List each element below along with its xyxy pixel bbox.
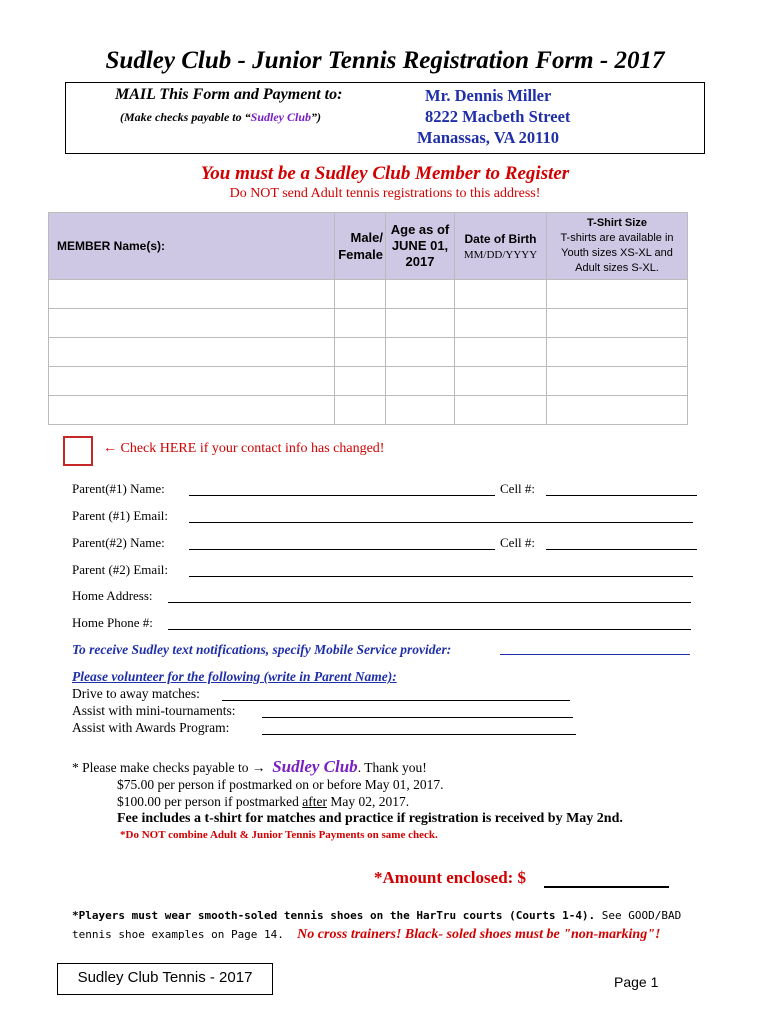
no-combine-note: *Do NOT combine Adult & Junior Tennis Payments on same check. xyxy=(120,829,438,841)
table-row xyxy=(49,280,688,309)
cell-sex[interactable] xyxy=(335,338,386,367)
cell-date-of-birth[interactable] xyxy=(455,309,547,338)
cell-tshirt-size[interactable] xyxy=(547,367,688,396)
cell-member-name[interactable] xyxy=(49,280,335,309)
parent1-email-label: Parent (#1) Email: xyxy=(72,508,169,523)
shoe-rule-line1 xyxy=(72,909,681,922)
header-shirt-line3: Adult sizes S-XL. xyxy=(575,262,659,274)
shoe-rule-warning: No cross trainers! Black- soled shoes must be "non-marking"! xyxy=(297,927,661,942)
cell-member-name[interactable] xyxy=(49,396,335,425)
cell-sex[interactable] xyxy=(335,396,386,425)
table-row xyxy=(49,309,688,338)
cell-member-name[interactable] xyxy=(49,309,335,338)
home-address-input[interactable] xyxy=(168,602,691,603)
cell-sex[interactable] xyxy=(335,280,386,309)
cell-sex[interactable] xyxy=(335,367,386,396)
shoe-rule-see: See GOOD/BAD xyxy=(595,909,682,922)
header-age-line3: 2017 xyxy=(405,254,435,269)
price-late xyxy=(117,794,409,810)
header-sex xyxy=(335,213,386,280)
cell1-input[interactable] xyxy=(546,495,697,496)
member-required-notice: You must be a Sudley Club Member to Register xyxy=(200,163,570,184)
page-number: Page 1 xyxy=(614,974,659,990)
header-shirt-title: T-Shirt Size xyxy=(587,217,647,229)
fee-includes-note: Fee includes a t-shirt for matches and practice if registration is received by May 2nd. xyxy=(117,811,623,826)
price-late-suffix: May 02, 2017. xyxy=(326,794,410,809)
table-row xyxy=(49,338,688,367)
cell-tshirt-size[interactable] xyxy=(547,309,688,338)
cell-member-name[interactable] xyxy=(49,367,335,396)
cell-date-of-birth[interactable] xyxy=(455,367,547,396)
shoe-rule-page: tennis shoe examples on Page 14. xyxy=(72,928,284,941)
shoe-rule-line2 xyxy=(72,927,660,943)
cell-age[interactable] xyxy=(386,280,455,309)
header-dob-format: MM/DD/YYYY xyxy=(463,248,538,261)
header-shirt-line2: Youth sizes XS-XL and xyxy=(561,247,673,259)
header-tshirt-size xyxy=(547,213,688,280)
cell-date-of-birth[interactable] xyxy=(455,396,547,425)
cell-tshirt-size[interactable] xyxy=(547,396,688,425)
mobile-provider-label: To receive Sudley text notifications, specify Mobile Service provider: xyxy=(72,642,452,657)
parent2-email-label: Parent (#2) Email: xyxy=(72,562,169,577)
contact-changed-label: ← Check HERE if your contact info has changed! xyxy=(103,441,385,456)
cell-age[interactable] xyxy=(386,309,455,338)
amount-enclosed-input[interactable] xyxy=(544,886,669,888)
contact-changed-checkbox[interactable] xyxy=(63,436,93,466)
price-early: $75.00 per person if postmarked on or before May 01, 2017. xyxy=(117,777,444,792)
payment-club-name: Sudley Club xyxy=(272,757,358,776)
parent1-name-label: Parent(#1) Name: xyxy=(72,481,165,496)
header-age xyxy=(386,213,455,280)
payment-please: * Please make checks payable to → xyxy=(72,760,266,775)
cell-age[interactable] xyxy=(386,367,455,396)
address-street: 8222 Macbeth Street xyxy=(425,107,571,126)
volunteer-awards-label: Assist with Awards Program: xyxy=(72,720,230,735)
header-age-line2: JUNE 01, xyxy=(391,238,449,253)
table-row xyxy=(49,396,688,425)
cell-tshirt-size[interactable] xyxy=(547,338,688,367)
volunteer-drive-input[interactable] xyxy=(222,700,570,701)
volunteer-awards-input[interactable] xyxy=(262,734,576,735)
shoe-rule-bold: *Players must wear smooth-soled tennis shoes on the HarTru courts (Courts 1-4). xyxy=(72,909,596,922)
cell-date-of-birth[interactable] xyxy=(455,280,547,309)
cell-member-name[interactable] xyxy=(49,338,335,367)
cell2-input[interactable] xyxy=(546,549,697,550)
price-late-after: after xyxy=(302,794,327,809)
home-phone-label: Home Phone #: xyxy=(72,615,153,630)
checks-suffix: ”) xyxy=(311,110,321,124)
price-late-prefix: $100.00 per person if postmarked xyxy=(117,794,303,809)
amount-enclosed-label: *Amount enclosed: $ xyxy=(374,868,527,887)
header-date-of-birth xyxy=(455,213,547,280)
checks-club-name: Sudley Club xyxy=(250,110,311,124)
address-name: Mr. Dennis Miller xyxy=(425,86,552,105)
parent2-name-label: Parent(#2) Name: xyxy=(72,535,165,550)
mail-heading: MAIL This Form and Payment to: xyxy=(115,86,343,103)
home-address-label: Home Address: xyxy=(72,588,153,603)
volunteer-tournaments-input[interactable] xyxy=(262,717,573,718)
header-sex-line2: Female xyxy=(338,247,383,262)
parent1-name-input[interactable] xyxy=(189,495,495,496)
parent2-name-input[interactable] xyxy=(189,549,495,550)
cell-age[interactable] xyxy=(386,338,455,367)
header-age-line1: Age as of xyxy=(390,222,450,237)
member-registration-table xyxy=(48,212,688,425)
volunteer-heading: Please volunteer for the following (write in Parent Name): xyxy=(72,669,397,684)
header-sex-line1: Male/ xyxy=(350,230,383,245)
home-phone-input[interactable] xyxy=(168,629,691,630)
checks-payable-note xyxy=(120,110,321,125)
table-row xyxy=(49,367,688,396)
cell-tshirt-size[interactable] xyxy=(547,280,688,309)
mobile-provider-input[interactable] xyxy=(500,654,690,655)
payment-instruction xyxy=(72,757,427,777)
parent2-email-input[interactable] xyxy=(189,576,693,577)
header-dob-label: Date of Birth xyxy=(464,231,537,246)
header-shirt-line1: T-shirts are available in xyxy=(560,232,674,244)
checks-prefix: (Make checks payable to “ xyxy=(120,110,251,124)
cell-sex[interactable] xyxy=(335,309,386,338)
header-member-names: MEMBER Name(s): xyxy=(49,213,335,280)
volunteer-tournaments-label: Assist with mini-tournaments: xyxy=(72,703,236,718)
form-title: Sudley Club - Junior Tennis Registration Form - 2017 xyxy=(105,47,665,74)
cell2-label: Cell #: xyxy=(500,535,536,550)
cell-age[interactable] xyxy=(386,396,455,425)
footer-title: Sudley Club Tennis - 2017 xyxy=(77,969,253,986)
address-city: Manassas, VA 20110 xyxy=(417,128,559,147)
payment-thanks: . Thank you! xyxy=(357,760,427,775)
parent1-email-input[interactable] xyxy=(189,522,693,523)
cell-date-of-birth[interactable] xyxy=(455,338,547,367)
volunteer-drive-label: Drive to away matches: xyxy=(72,686,200,701)
adult-registration-notice: Do NOT send Adult tennis registrations to this address! xyxy=(229,186,541,201)
cell1-label: Cell #: xyxy=(500,481,536,496)
